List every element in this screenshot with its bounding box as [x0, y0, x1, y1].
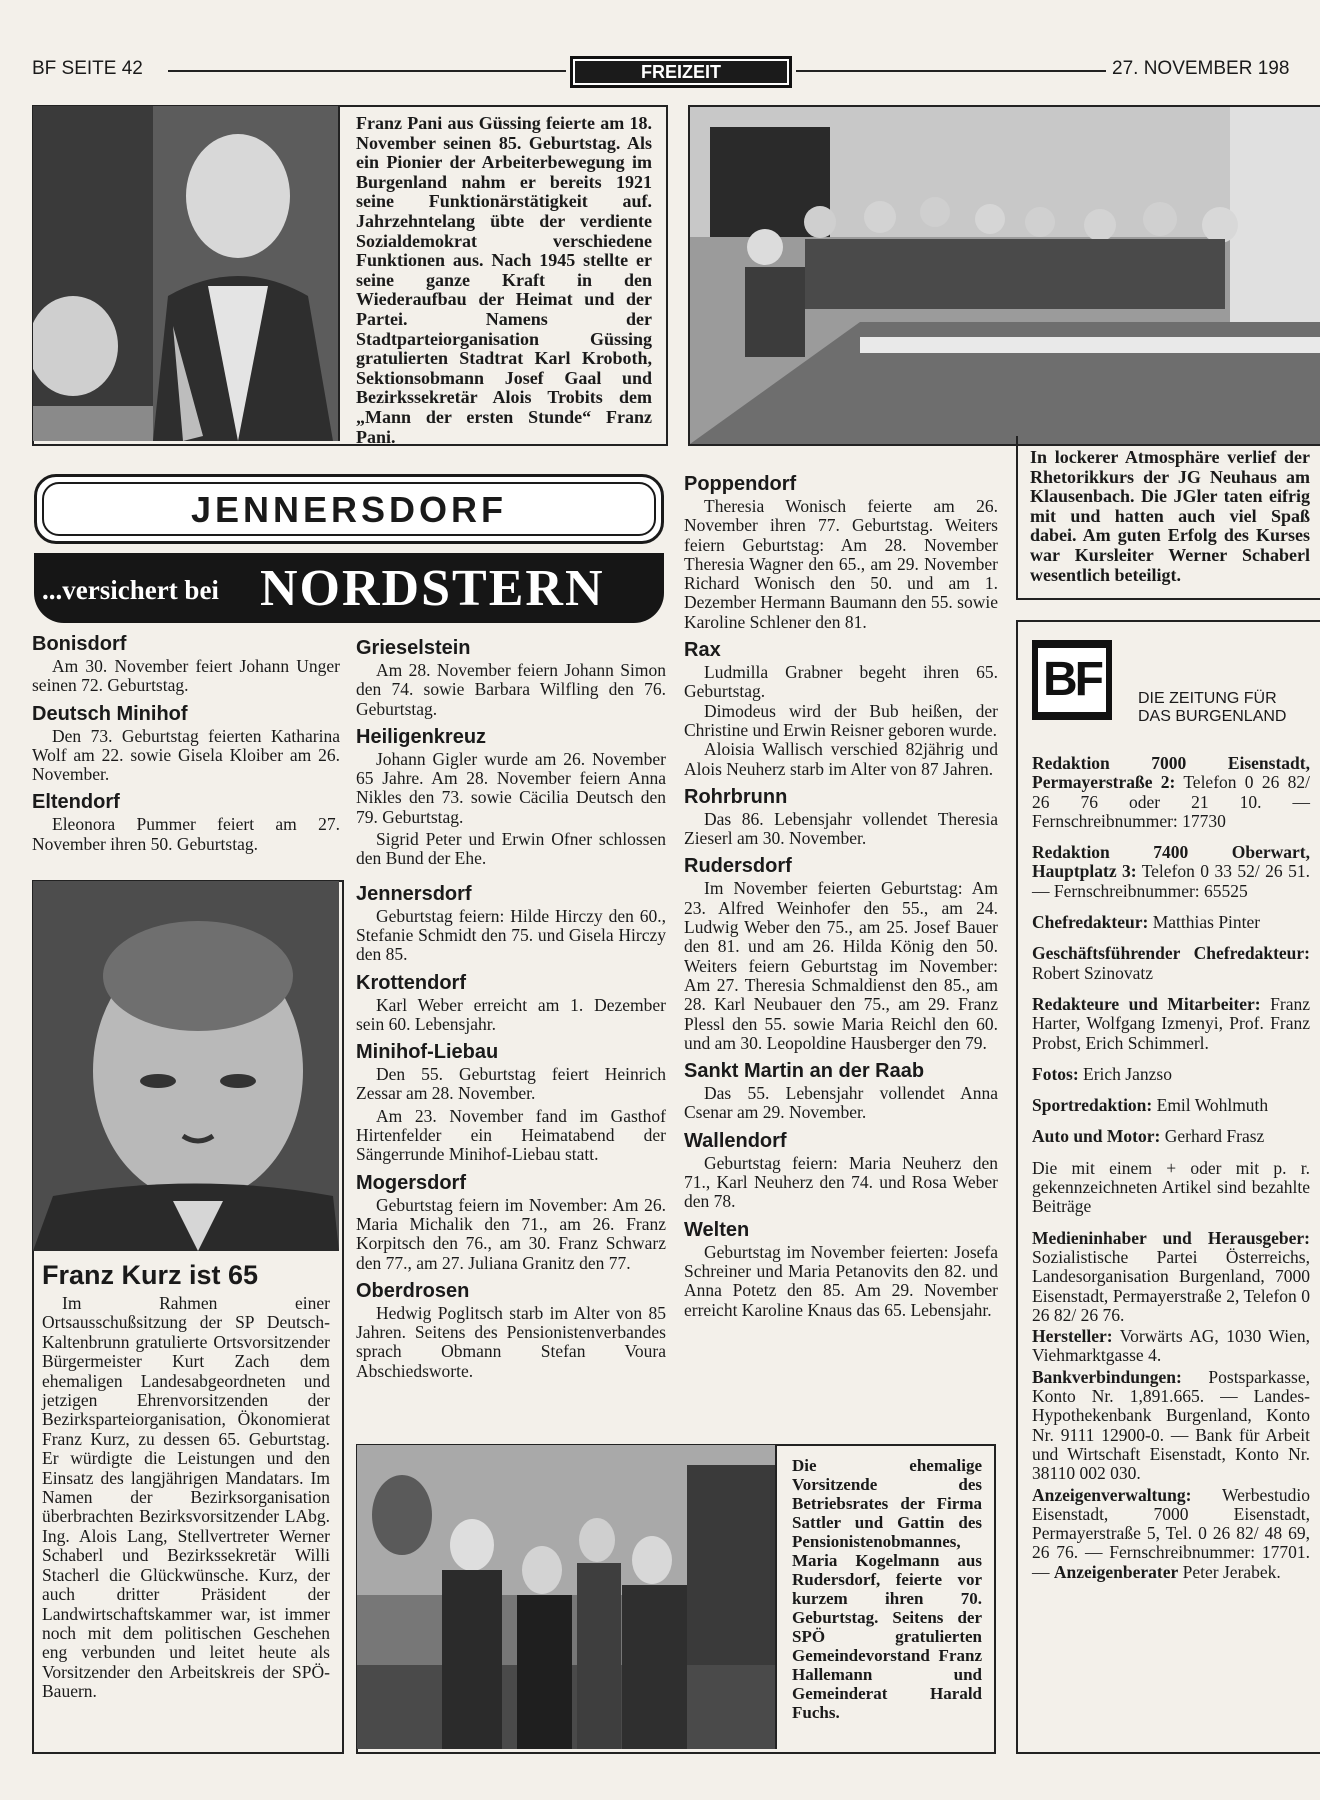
impressum-entry [1032, 1096, 1310, 1115]
body: Geburtstag feiern: Maria Neuherz den 71., Karl Neuherz den 74. und Rosa Weber den 78. [684, 1152, 998, 1212]
impressum-entry [1032, 1368, 1310, 1484]
entry-text: Gerhard Frasz [1160, 1126, 1265, 1147]
heading: Minihof-Liebau [356, 1041, 499, 1064]
nordstern-banner [34, 553, 664, 623]
heading: Rohrbrunn [684, 785, 788, 808]
body: Das 55. Lebensjahr vollendet Anna Csenar am 29. November. [684, 1083, 998, 1123]
heading: Deutsch Minihof [32, 702, 188, 725]
entry-text: Emil Wohlmuth [1152, 1095, 1269, 1116]
entry-text: Die mit einem + oder mit p. r. gekennzeichneten Artikel sind bezahlte Beiträge [1032, 1157, 1310, 1217]
kogelmann-divider [775, 1445, 777, 1749]
header-rule-right [796, 70, 1106, 72]
heading: Poppendorf [684, 473, 797, 495]
section-jennersdorf [356, 883, 666, 965]
bf-logo [1032, 640, 1112, 720]
section-mogersdorf [356, 1172, 666, 1273]
pani-caption: Franz Pani aus Güssing feierte am 18. November seinen 85. Geburtstag. Als ein Pionier der Arbeiterbewegung im Burgenland nahm er bereits 1921 seine Funktionärstätigkeit auf. Jahrzehntelang übte der verdiente Sozialdemokrat verschiedene Funktionen aus. Nach 1945 stellte er seine ganze Kraft in den Wiederaufbau der Heimat und der Partei. Namens der Stadtparteiorganisation Güssing gratulierten Stadtrat Karl Kroboth, Sektionsobmann Josef Gaal und Bezirkssekretär Alois Trobits dem „Mann der ersten Stunde“ Franz Pani. [356, 113, 652, 447]
impressum-entry [1032, 754, 1310, 831]
section-poppendorf [684, 473, 998, 632]
header-rule-left [168, 70, 566, 72]
kurz-photo [33, 881, 339, 1251]
entry-label: Bankverbindungen: [1032, 1366, 1182, 1387]
entry-label: Auto und Motor: [1032, 1126, 1161, 1147]
body: Hedwig Poglitsch starb im Alter von 85 Jahren. Seitens des Pensionistenverbandes sprach Obmann Stefan Voura Abschiedsworte. [356, 1302, 666, 1381]
entry-text: Sozialistische Partei Österreichs, Landesorganisation Burgenland, 7000 Eisenstadt, Permayerstraße 2, Telefon 0 26 82/ 26 76. [1032, 1246, 1310, 1325]
section-krottendorf [356, 972, 666, 1035]
rhetorik-caption: In lockerer Atmosphäre verlief der Rhetorikkurs der JG Neuhaus am Klausenbach. Die JGler taten eifrig mit und hatten auch viel Spaß dabei. Am guten Erfolg des Kurses war Kursleiter Werner Schaberl wesentlich beteiligt. [1030, 447, 1310, 585]
column-1 [32, 626, 340, 854]
impressum-entry [1032, 843, 1310, 901]
entry-label: Redaktion 7400 Oberwart, Hauptplatz 3: [1032, 842, 1310, 882]
kurz-text: Im Rahmen einer Ortsausschußsitzung der SP Deutsch-Kaltenbrunn gratulierte Ortsvorsitzender Bürgermeister Kurt Zach dem ehemaligen Landesabgeordneten und jetzigen Ehrenvorsitzenden der Bezirksparteiorganisation, Ökonomierat Franz Kurz, zu dessen 65. Geburtstag. Er würdigte die Leistungen und den Einsatz des langjährigen Mandatars. Im Namen der Bezirksorganisation überbrachten Bezirksvorsitzender LAbg. Ing. Alois Lang, Stellvertreter Werner Schaberl und Bezirkssekretär Willi Stacherl die Glückwünsche. Kurz, der auch dritter Präsident der Landwirtschaftskammer war, ist immer noch mit dem politischen Geschehen eng verbunden und leitet heute als Vorsitzender den Arbeitskreis der SPÖ-Bauern. [42, 1293, 330, 1702]
body: Eleonora Pummer feiert am 27. November ihren 50. Geburtstag. [32, 814, 340, 854]
rhetorik-photo-image [690, 107, 1320, 444]
body: Geburtstag im November feierten: Josefa Schreiner und Maria Petanovits den 82. und Anna Potetz den 85. Am 29. November erreicht Karoline Knaus das 65. Lebensjahr. [684, 1241, 998, 1320]
heading: Welten [684, 1218, 750, 1241]
heading: Rudersdorf [684, 855, 792, 878]
rhetorik-photo [688, 105, 1320, 446]
impressum-entry [1032, 995, 1310, 1053]
impressum-entry [1032, 913, 1310, 932]
impressum-entry [1032, 1159, 1310, 1217]
entry-label: Sportredaktion: [1032, 1095, 1153, 1116]
entry-label: Redaktion 7000 Eisenstadt, Permayerstraße 2: [1032, 753, 1310, 793]
impressum-entry [1032, 1127, 1310, 1146]
bf-logo-text: BF [1038, 648, 1106, 712]
kogelmann-photo-image [357, 1445, 775, 1749]
section-rohrbrunn [684, 786, 998, 849]
section-welten [684, 1219, 998, 1320]
section-eltendorf [32, 791, 340, 854]
kurz-photo-image [33, 881, 339, 1251]
entry-text: Telefon 0 26 82/ 26 76 oder 21 10. — Fernschreibnummer: 17730 [1032, 772, 1310, 831]
impressum-entry [1032, 1486, 1310, 1582]
banner-tagline: ...versichert bei [42, 575, 219, 605]
entry-label: Hersteller: [1032, 1326, 1113, 1347]
heading: Heiligenkreuz [356, 725, 487, 748]
heading: Eltendorf [32, 791, 120, 814]
section-heiligenkreuz [356, 726, 666, 869]
section-deutsch-minihof [32, 703, 340, 785]
entry-text: Matthias Pinter [1148, 912, 1261, 933]
entry-text: Telefon 0 33 52/ 26 51. — Fernschreibnummer: 65525 [1032, 861, 1310, 901]
heading: Krottendorf [356, 971, 466, 994]
entry-text: Erich Janzso [1078, 1063, 1172, 1084]
body-2: Am 23. November fand im Gasthof Hirtenfelder ein Heimatabend der Sängerrunde Minihof-Liebau statt. [356, 1105, 666, 1165]
impressum-entry [1032, 1065, 1310, 1084]
section-grieselstein [356, 637, 666, 719]
entry-label: Geschäftsführender Chefredakteur: [1032, 943, 1310, 964]
impressum-entry [1032, 1229, 1310, 1325]
impressum-entry [1032, 944, 1310, 983]
body-3: Aloisia Wallisch verschied 82jährig und Alois Neuherz starb im Alter von 87 Jahren. [684, 739, 998, 779]
heading: Wallendorf [684, 1129, 787, 1152]
body: Am 28. November feiern Johann Simon den 74. sowie Barbara Wilfling den 76. Geburtstag. [356, 660, 666, 719]
section-oberdrosen [356, 1280, 666, 1381]
body: Im November feierten Geburtstag: Am 23. Alfred Weinhofer den 55., am 24. Ludwig Weber den 75., am 25. Josef Bauer den 81. und am 26. Hilda König den 50. Weiters feiern Geburtstag im November: Am 27. Theresia Schmaldienst den 85., am 28. Karl Neubauer den 75., am 29. Franz Plessl den 55. sowie Maria Reichl den 60. und am 30. Leopoldine Hausberger den 79. [684, 878, 998, 1053]
entry-label: Medieninhaber und Herausgeber: [1032, 1227, 1310, 1248]
entry-text: Peter Jerabek. [1178, 1561, 1281, 1582]
heading: Oberdrosen [356, 1279, 470, 1302]
kurz-title: Franz Kurz ist 65 [42, 1260, 259, 1290]
body-2: Dimodeus wird der Bub heißen, der Christine und Erwin Reisner geboren wurde. [684, 700, 998, 740]
page-number: BF SEITE 42 [32, 58, 143, 79]
section-bonisdorf [32, 633, 340, 696]
heading: Sankt Martin an der Raab [684, 1060, 925, 1083]
kogelmann-photo [357, 1445, 775, 1749]
entry-label: Anzeigenberater [1053, 1561, 1179, 1582]
body: Den 73. Geburtstag feierten Katharina Wolf am 22. sowie Gisela Kloiber am 26. November. [32, 725, 340, 785]
entry-text: Franz Harter, Wolfgang Izmenyi, Prof. Franz Probst, Erich Schimmerl. [1032, 993, 1310, 1053]
heading: Bonisdorf [32, 633, 127, 655]
entry-label: Chefredakteur: [1032, 912, 1149, 933]
section-minihof-liebau [356, 1041, 666, 1164]
body: Das 86. Lebensjahr vollendet Theresia Zieserl am 30. November. [684, 808, 998, 849]
kogelmann-caption: Die ehemalige Vorsitzende des Betriebsrates der Firma Sattler und Gattin des Pensionistenobmannes, Maria Kogelmann aus Rudersdorf, feierte vor kurzem ihren 70. Geburtstag. Seitens der SPÖ gratulierten Gemeindevorstand Franz Hallemann und Gemeinderat Harald Fuchs. [792, 1456, 982, 1722]
entry-label: Fotos: [1032, 1063, 1079, 1084]
entry-text: Postsparkasse, Konto Nr. 1,891.665. — Landes-Hypothekenbank Burgenland, Konto Nr. 9111 12900-0. — Bank für Arbeit und Wirtschaft Eisenstadt, Konto Nr. 38110 002 030. [1032, 1366, 1310, 1484]
column-3 [684, 466, 998, 1320]
body: Karl Weber erreicht am 1. Dezember sein 60. Lebensjahr. [356, 994, 666, 1034]
entry-text: Werbestudio Eisenstadt, 7000 Eisenstadt, Permayerstraße 5, Tel. 0 26 82/ 48 69, 26 76. — Fernschreibnummer: 17701. — [1032, 1484, 1310, 1582]
entry-text: Vorwärts AG, 1030 Wien, Viehmarktgasse 4. [1032, 1326, 1310, 1366]
section-label-inner: FREIZEIT [575, 61, 787, 83]
entry-label: Redakteure und Mitarbeiter: [1032, 993, 1261, 1014]
banner-brand: NORDSTERN [260, 560, 605, 617]
body: Den 55. Geburtstag feiert Heinrich Zessar am 28. November. [356, 1064, 666, 1104]
entry-text: Robert Szinovatz [1032, 962, 1154, 983]
pani-photo [33, 106, 340, 441]
column-2 [356, 630, 666, 1381]
section-wallendorf [684, 1130, 998, 1212]
bf-tagline: DIE ZEITUNG FÜR DAS BURGENLAND [1138, 690, 1287, 725]
heading: Grieselstein [356, 637, 471, 659]
body: Ludmilla Grabner begeht ihren 65. Geburtstag. [684, 662, 998, 702]
body: Theresia Wonisch feierte am 26. November ihren 77. Geburtstag. Weiters feiern Geburtstag: Am 28. November Theresia Wagner den 65., am 29. November Richard Wonisch den 50. und am 1. Dezember Hermann Baumann den 55. sowie Karoline Schlener den 81. [684, 496, 998, 632]
entry-label: Anzeigenverwaltung: [1032, 1484, 1192, 1505]
body: Geburtstag feiern im November: Am 26. Maria Michalik den 71., am 26. Franz Korpitsch den 76., am 30. Franz Schwarz den 77., am 27. Juliana Granitz den 77. [356, 1194, 666, 1273]
section-sankt-martin [684, 1060, 998, 1123]
section-label [570, 56, 792, 88]
section-rax [684, 639, 998, 779]
heading: Mogersdorf [356, 1171, 466, 1194]
body: Geburtstag feiern: Hilde Hirczy den 60., Stefanie Schmidt den 75. und Gisela Hirczy den 85. [356, 905, 666, 965]
issue-date: 27. NOVEMBER 198 [1112, 58, 1290, 79]
banner-title: JENNERSDORF [190, 489, 508, 530]
heading: Rax [684, 639, 721, 662]
impressum-text [1032, 754, 1310, 1582]
jennersdorf-banner [34, 474, 664, 544]
body: Am 30. November feiert Johann Unger seinen 72. Geburtstag. [32, 656, 340, 696]
impressum-entry [1032, 1327, 1310, 1366]
section-rudersdorf [684, 855, 998, 1053]
pani-photo-image [33, 106, 338, 441]
body-2: Sigrid Peter und Erwin Ofner schlossen den Bund der Ehe. [356, 829, 666, 869]
heading: Jennersdorf [356, 882, 472, 905]
body: Johann Gigler wurde am 26. November 65 Jahre. Am 28. November feiern Anna Nikles den 73. sowie Cäcilia Deutsch den 79. Geburtstag. [356, 748, 666, 827]
